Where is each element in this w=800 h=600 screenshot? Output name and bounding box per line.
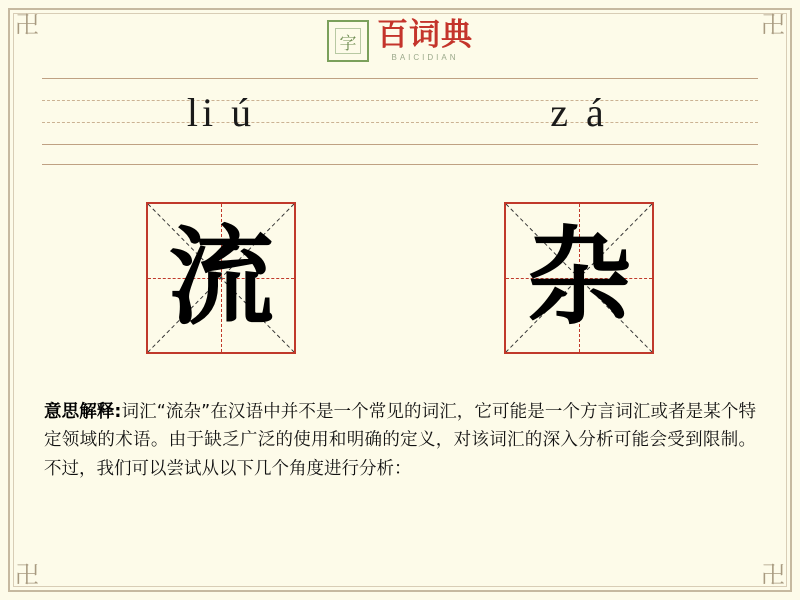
- corner-ornament-icon: 卍: [15, 11, 39, 39]
- character-cell-1: [42, 198, 400, 358]
- logo-subtitle: BAICIDIAN: [391, 53, 459, 62]
- character-glyph: 流: [168, 216, 274, 339]
- logo-title: 百词典: [377, 17, 473, 53]
- tianzige-box: [146, 202, 296, 354]
- tianzige-box: [504, 202, 654, 354]
- character-cell-2: [400, 198, 758, 358]
- logo-text-group: [377, 17, 473, 62]
- seal-glyph: 字: [339, 33, 357, 54]
- pinyin-staff: [42, 78, 758, 164]
- site-logo: [0, 11, 800, 68]
- pinyin-row: [42, 78, 758, 164]
- explanation-label: 意思解释:: [44, 402, 122, 422]
- explanation-block: [44, 398, 756, 483]
- character-glyph: 杂: [526, 216, 632, 339]
- character-grid-row: [42, 198, 758, 358]
- explanation-text: 词汇“流杂”在汉语中并不是一个常见的词汇，它可能是一个方言词汇或者是某个特定领域的术语。由于缺乏广泛的使用和明确的定义，对该词汇的深入分析可能会受到限制。不过，我们可以尝试从以下几个角度进行分析：: [44, 402, 757, 479]
- corner-ornament-icon: 卍: [761, 561, 785, 589]
- pinyin-text-1: li ú: [186, 89, 256, 135]
- pinyin-text-2: z á: [550, 89, 608, 135]
- staff-line-baseline: [42, 164, 758, 165]
- corner-ornament-icon: 卍: [15, 561, 39, 589]
- seal-square-icon: [327, 20, 369, 62]
- corner-ornament-icon: 卍: [761, 11, 785, 39]
